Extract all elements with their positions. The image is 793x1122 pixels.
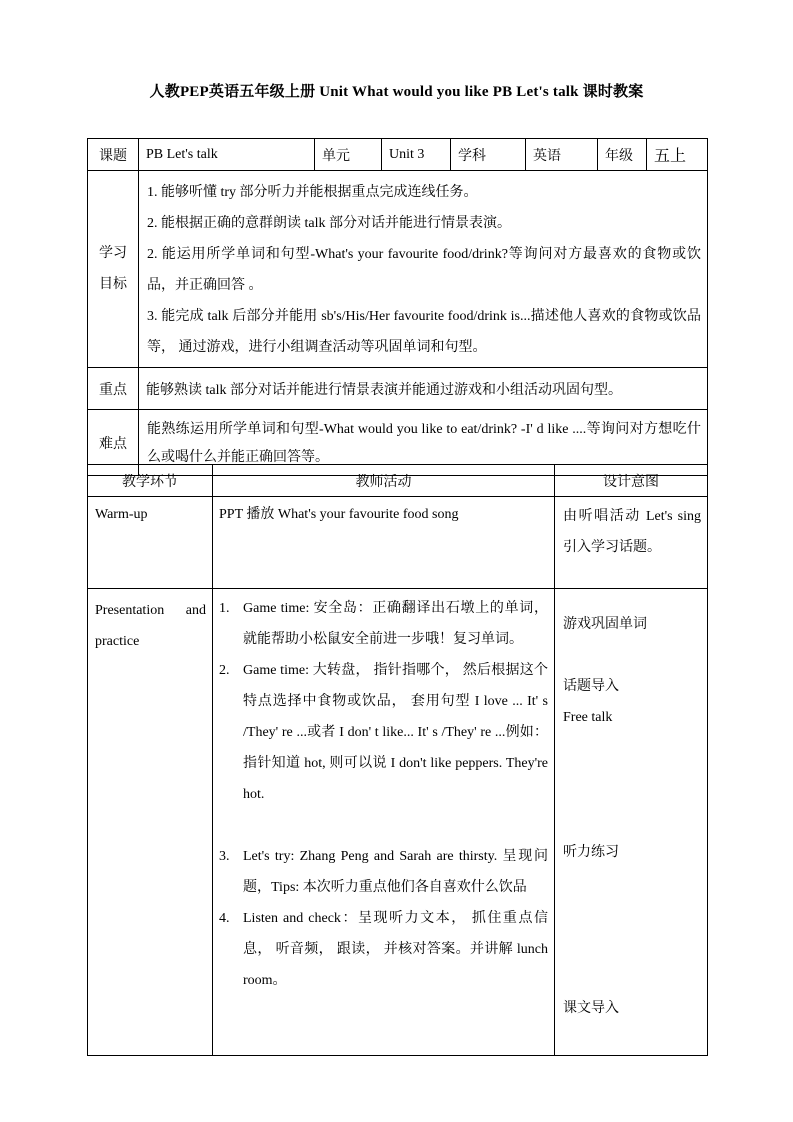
presentation-intents <box>555 589 708 1056</box>
topic-label: 课题 <box>88 139 139 171</box>
objectives-content <box>139 171 708 368</box>
step-number: 3. <box>219 849 230 864</box>
step-text: Listen and check：呈现听力文本， 抓住重点信息， 听音频， 跟读， 并核对答案。并讲解 lunch room。 <box>243 911 548 988</box>
presentation-activities <box>213 589 555 1056</box>
unit-value: Unit 3 <box>382 139 451 171</box>
key-points-row <box>88 368 708 410</box>
topic-value: PB Let's talk <box>139 139 315 171</box>
objective-item: 2. 能运用所学单词和句型-What's your favourite food/drink?等询问对方最喜欢的食物或饮品，并正确回答 。 <box>147 247 701 293</box>
step-item <box>219 841 548 903</box>
header-stage: 教学环节 <box>88 465 213 497</box>
step-text: Let's try: Zhang Peng and Sarah are thirsty. 呈现问题，Tips: 本次听力重点他们各自喜欢什么饮品 <box>243 849 548 895</box>
warmup-intent-text: 由听唱活动 Let's sing 引入学习话题。 <box>563 509 701 555</box>
step-number: 1. <box>219 601 230 616</box>
difficulties-label: 难点 <box>88 410 139 476</box>
step-item <box>219 655 548 810</box>
step-text: Game time: 大转盘， 指针指哪个， 然后根据这个特点选择中食物或饮品， 套用句型 I love ... It' s /They' re ...或者 I don' t like... It' s /They' re ...例如： 指针知道 hot, 则可以说 I don't like peppers. They're hot. <box>243 663 548 802</box>
presentation-row <box>88 589 708 1056</box>
warmup-stage: Warm-up <box>88 497 213 589</box>
presentation-stage: Presentation and practice <box>88 589 213 1056</box>
step-item <box>219 903 548 996</box>
warmup-row <box>88 497 708 589</box>
grade-value: 五上 <box>647 139 708 171</box>
intent-item: Free talk <box>563 710 613 725</box>
objectives-label-line1: 学习 <box>99 246 127 261</box>
header-design-intent: 设计意图 <box>555 465 708 497</box>
difficulties-text: 能熟练运用所学单词和句型-What would you like to eat/drink? -I' d like ....等询问对方想吃什么或喝什么并能正确回答等。 <box>147 422 701 465</box>
unit-label: 单元 <box>315 139 382 171</box>
intent-item: 课文导入 <box>563 1001 619 1016</box>
lesson-info-table <box>87 138 708 476</box>
info-row <box>88 139 708 171</box>
step-text: Game time: 安全岛：正确翻译出石墩上的单词， 就能帮助小松鼠安全前进一步哦！复习单词。 <box>243 601 548 647</box>
step-number: 4. <box>219 911 230 926</box>
subject-value: 英语 <box>526 139 598 171</box>
grade-label: 年级 <box>598 139 647 171</box>
intent-item: 游戏巩固单词 <box>563 617 647 632</box>
step-item <box>219 593 548 655</box>
objective-item: 2. 能根据正确的意群朗读 talk 部分对话并能进行情景表演。 <box>147 216 511 231</box>
teaching-plan-table <box>87 464 708 1056</box>
intent-item: 听力练习 <box>563 845 619 860</box>
objective-item: 3. 能完成 talk 后部分并能用 sb's/His/Her favourite food/drink is...描述他人喜欢的食物或饮品等， 通过游戏，进行小组调查活动等巩固单词和句型。 <box>147 309 701 355</box>
step-number: 2. <box>219 663 230 678</box>
plan-header-row <box>88 465 708 497</box>
objectives-label <box>88 171 139 368</box>
objectives-label-line2: 目标 <box>99 277 127 292</box>
intent-item: 话题导入 <box>563 679 619 694</box>
header-teacher-activity: 教师活动 <box>213 465 555 497</box>
objectives-row <box>88 171 708 368</box>
key-points-content: 能够熟读 talk 部分对话并能进行情景表演并能通过游戏和小组活动巩固句型。 <box>139 368 708 410</box>
page-title: 人教PEP英语五年级上册 Unit What would you like PB Let's talk 课时教案 <box>149 84 644 100</box>
key-points-label: 重点 <box>88 368 139 410</box>
subject-label: 学科 <box>451 139 526 171</box>
objective-item: 1. 能够听懂 try 部分听力并能根据重点完成连线任务。 <box>147 185 478 200</box>
warmup-activity: PPT 播放 What's your favourite food song <box>213 497 555 589</box>
warmup-intent <box>555 497 708 589</box>
